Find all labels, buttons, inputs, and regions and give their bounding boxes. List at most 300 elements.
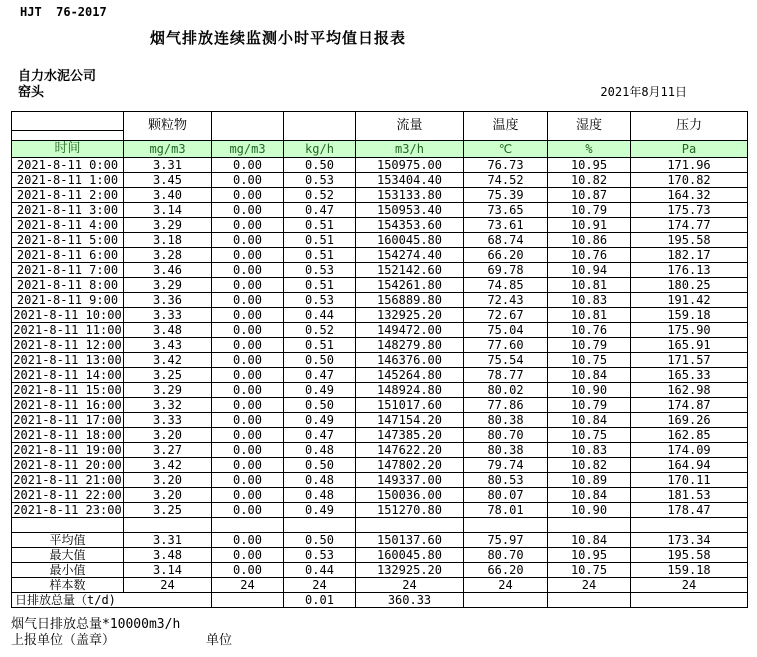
group-header-cell: 压力 xyxy=(631,112,748,141)
value-cell: 146376.00 xyxy=(356,353,464,368)
value-cell: 0.48 xyxy=(284,443,356,458)
value-cell: 169.26 xyxy=(631,413,748,428)
time-cell: 2021-8-11 14:00 xyxy=(13,368,122,382)
time-cell: 2021-8-11 17:00 xyxy=(13,413,122,427)
report-table-body xyxy=(12,112,748,608)
value-cell: 153404.40 xyxy=(356,173,464,188)
table-row xyxy=(12,218,748,233)
value-cell: 180.25 xyxy=(631,278,748,293)
unit-label: 单位 xyxy=(206,633,233,648)
value-cell: 74.85 xyxy=(464,278,548,293)
summary-value-cell: 66.20 xyxy=(464,563,548,578)
summary-value-cell: 10.95 xyxy=(548,548,631,563)
value-cell: 78.01 xyxy=(464,503,548,518)
summary-value-cell: 80.70 xyxy=(464,548,548,563)
value-cell: 3.31 xyxy=(124,158,212,173)
report-unit-label: 上报单位（盖章） xyxy=(11,633,116,648)
value-cell: 0.50 xyxy=(284,158,356,173)
total-value-cell xyxy=(464,593,548,608)
value-cell: 0.51 xyxy=(284,338,356,353)
value-cell: 10.84 xyxy=(548,488,631,503)
summary-value-cell: 150137.60 xyxy=(356,533,464,548)
value-cell: 0.00 xyxy=(212,398,284,413)
value-cell: 10.82 xyxy=(548,458,631,473)
summary-value-cell: 160045.80 xyxy=(356,548,464,563)
value-cell: 178.47 xyxy=(631,503,748,518)
value-cell: 153133.80 xyxy=(356,188,464,203)
value-cell: 154261.80 xyxy=(356,278,464,293)
total-value-cell: 360.33 xyxy=(356,593,464,608)
value-cell: 164.32 xyxy=(631,188,748,203)
summary-value-cell: 24 xyxy=(548,578,631,593)
time-cell: 2021-8-11 18:00 xyxy=(13,428,122,442)
value-cell: 78.77 xyxy=(464,368,548,383)
summary-value-cell: 75.97 xyxy=(464,533,548,548)
value-cell: 77.60 xyxy=(464,338,548,353)
unit-cell: mg/m3 xyxy=(124,141,212,158)
table-row xyxy=(12,353,748,368)
value-cell: 80.53 xyxy=(464,473,548,488)
value-cell: 0.48 xyxy=(284,473,356,488)
value-cell: 0.51 xyxy=(284,233,356,248)
value-cell: 10.75 xyxy=(548,428,631,443)
group-header-cell: 流量 xyxy=(356,112,464,141)
value-cell: 159.18 xyxy=(631,308,748,323)
value-cell: 3.20 xyxy=(124,428,212,443)
value-cell: 10.90 xyxy=(548,383,631,398)
value-cell: 10.76 xyxy=(548,248,631,263)
table-row xyxy=(12,413,748,428)
group-header-cell: 温度 xyxy=(464,112,548,141)
value-cell: 0.50 xyxy=(284,398,356,413)
summary-value-cell: 0.50 xyxy=(284,533,356,548)
value-cell: 0.51 xyxy=(284,248,356,263)
summary-value-cell: 173.34 xyxy=(631,533,748,548)
time-cell: 2021-8-11 5:00 xyxy=(12,233,124,248)
value-cell: 151270.80 xyxy=(356,503,464,518)
summary-row xyxy=(12,533,748,548)
time-cell: 2021-8-11 8:00 xyxy=(12,278,124,293)
value-cell: 148279.80 xyxy=(356,338,464,353)
value-cell: 150975.00 xyxy=(356,158,464,173)
summary-value-cell: 0.00 xyxy=(212,533,284,548)
time-cell: 2021-8-11 19:00 xyxy=(13,443,122,457)
value-cell: 3.18 xyxy=(124,233,212,248)
table-row xyxy=(12,188,748,203)
time-cell: 2021-8-11 22:00 xyxy=(13,488,122,502)
value-cell: 148924.80 xyxy=(356,383,464,398)
spacer-cell xyxy=(12,518,124,533)
value-cell: 3.40 xyxy=(124,188,212,203)
value-cell: 3.29 xyxy=(124,278,212,293)
value-cell: 77.86 xyxy=(464,398,548,413)
value-cell: 170.11 xyxy=(631,473,748,488)
value-cell: 3.46 xyxy=(124,263,212,278)
time-header-split-bottom xyxy=(12,131,124,141)
table-row xyxy=(12,293,748,308)
value-cell: 165.91 xyxy=(631,338,748,353)
value-cell: 171.96 xyxy=(631,158,748,173)
time-cell: 2021-8-11 1:00 xyxy=(12,173,124,188)
value-cell: 3.32 xyxy=(124,398,212,413)
unit-cell: ℃ xyxy=(464,141,548,158)
value-cell: 80.70 xyxy=(464,428,548,443)
time-cell: 2021-8-11 10:00 xyxy=(13,308,122,322)
value-cell: 10.84 xyxy=(548,413,631,428)
value-cell: 0.49 xyxy=(284,503,356,518)
value-cell: 151017.60 xyxy=(356,398,464,413)
table-row xyxy=(12,203,748,218)
time-header-split-top xyxy=(12,112,124,131)
value-cell: 3.29 xyxy=(124,218,212,233)
value-cell: 68.74 xyxy=(464,233,548,248)
summary-value-cell: 24 xyxy=(284,578,356,593)
table-row xyxy=(12,158,748,173)
summary-value-cell: 0.44 xyxy=(284,563,356,578)
time-cell: 2021-8-11 7:00 xyxy=(12,263,124,278)
value-cell: 0.50 xyxy=(284,353,356,368)
report-date: 2021年8月11日 xyxy=(600,85,687,99)
value-cell: 72.43 xyxy=(464,293,548,308)
summary-row xyxy=(12,578,748,593)
table-row xyxy=(12,443,748,458)
value-cell: 0.00 xyxy=(212,473,284,488)
value-cell: 171.57 xyxy=(631,353,748,368)
value-cell: 10.79 xyxy=(548,203,631,218)
value-cell: 170.82 xyxy=(631,173,748,188)
value-cell: 10.87 xyxy=(548,188,631,203)
value-cell: 0.00 xyxy=(212,233,284,248)
value-cell: 75.54 xyxy=(464,353,548,368)
spacer-cell xyxy=(464,518,548,533)
value-cell: 154353.60 xyxy=(356,218,464,233)
value-cell: 3.33 xyxy=(124,308,212,323)
table-row xyxy=(12,233,748,248)
footer-note: 烟气日排放总量*10000m3/h xyxy=(11,617,181,632)
time-cell: 2021-8-11 11:00 xyxy=(13,323,122,337)
value-cell: 0.47 xyxy=(284,428,356,443)
value-cell: 0.47 xyxy=(284,368,356,383)
value-cell: 162.85 xyxy=(631,428,748,443)
value-cell: 195.58 xyxy=(631,233,748,248)
table-row xyxy=(12,278,748,293)
value-cell: 147154.20 xyxy=(356,413,464,428)
value-cell: 79.74 xyxy=(464,458,548,473)
value-cell: 191.42 xyxy=(631,293,748,308)
value-cell: 3.28 xyxy=(124,248,212,263)
summary-value-cell: 0.53 xyxy=(284,548,356,563)
value-cell: 162.98 xyxy=(631,383,748,398)
value-cell: 152142.60 xyxy=(356,263,464,278)
value-cell: 10.81 xyxy=(548,308,631,323)
spacer-cell xyxy=(212,518,284,533)
value-cell: 10.79 xyxy=(548,398,631,413)
value-cell: 3.33 xyxy=(124,413,212,428)
report-table xyxy=(11,111,748,608)
group-header-cell: 湿度 xyxy=(548,112,631,141)
time-cell: 2021-8-11 13:00 xyxy=(13,353,122,367)
unit-cell: mg/m3 xyxy=(212,141,284,158)
footer xyxy=(11,617,757,649)
table-row xyxy=(12,308,748,323)
value-cell: 3.36 xyxy=(124,293,212,308)
spacer-cell xyxy=(356,518,464,533)
table-row xyxy=(12,398,748,413)
value-cell: 0.00 xyxy=(212,203,284,218)
summary-value-cell: 3.14 xyxy=(124,563,212,578)
summary-value-cell: 24 xyxy=(212,578,284,593)
table-row xyxy=(12,473,748,488)
value-cell: 0.00 xyxy=(212,293,284,308)
table-row xyxy=(12,173,748,188)
value-cell: 10.76 xyxy=(548,323,631,338)
value-cell: 3.42 xyxy=(124,458,212,473)
value-cell: 147622.20 xyxy=(356,443,464,458)
value-cell: 3.29 xyxy=(124,383,212,398)
value-cell: 10.82 xyxy=(548,173,631,188)
value-cell: 0.00 xyxy=(212,353,284,368)
value-cell: 0.00 xyxy=(212,413,284,428)
group-header-cell: 颗粒物 xyxy=(124,112,212,141)
value-cell: 72.67 xyxy=(464,308,548,323)
value-cell: 3.20 xyxy=(124,488,212,503)
total-value-cell xyxy=(212,593,284,608)
value-cell: 10.89 xyxy=(548,473,631,488)
time-cell: 2021-8-11 15:00 xyxy=(13,383,122,397)
value-cell: 76.73 xyxy=(464,158,548,173)
summary-value-cell: 132925.20 xyxy=(356,563,464,578)
value-cell: 164.94 xyxy=(631,458,748,473)
value-cell: 150036.00 xyxy=(356,488,464,503)
summary-value-cell: 10.75 xyxy=(548,563,631,578)
unit-cell: Pa xyxy=(631,141,748,158)
value-cell: 165.33 xyxy=(631,368,748,383)
table-row xyxy=(12,428,748,443)
value-cell: 174.77 xyxy=(631,218,748,233)
value-cell: 0.00 xyxy=(212,488,284,503)
value-cell: 156889.80 xyxy=(356,293,464,308)
group-header-cell xyxy=(284,112,356,141)
value-cell: 160045.80 xyxy=(356,233,464,248)
time-cell: 2021-8-11 12:00 xyxy=(13,338,122,352)
value-cell: 10.81 xyxy=(548,278,631,293)
value-cell: 176.13 xyxy=(631,263,748,278)
value-cell: 0.00 xyxy=(212,308,284,323)
value-cell: 0.51 xyxy=(284,278,356,293)
value-cell: 10.83 xyxy=(548,443,631,458)
value-cell: 0.53 xyxy=(284,293,356,308)
value-cell: 3.25 xyxy=(124,503,212,518)
value-cell: 147802.20 xyxy=(356,458,464,473)
unit-cell: kg/h xyxy=(284,141,356,158)
table-row xyxy=(12,248,748,263)
value-cell: 74.52 xyxy=(464,173,548,188)
value-cell: 0.00 xyxy=(212,173,284,188)
time-cell: 2021-8-11 3:00 xyxy=(12,203,124,218)
value-cell: 175.73 xyxy=(631,203,748,218)
value-cell: 10.90 xyxy=(548,503,631,518)
summary-value-cell: 159.18 xyxy=(631,563,748,578)
spacer-cell xyxy=(284,518,356,533)
value-cell: 0.50 xyxy=(284,458,356,473)
time-cell: 2021-8-11 4:00 xyxy=(12,218,124,233)
value-cell: 0.00 xyxy=(212,188,284,203)
time-cell: 2021-8-11 0:00 xyxy=(12,158,124,173)
value-cell: 182.17 xyxy=(631,248,748,263)
value-cell: 3.25 xyxy=(124,368,212,383)
table-row xyxy=(12,503,748,518)
summary-value-cell: 0.00 xyxy=(212,563,284,578)
summary-value-cell: 0.00 xyxy=(212,548,284,563)
summary-label-cell: 最大值 xyxy=(12,548,124,563)
group-header-cell xyxy=(212,112,284,141)
summary-value-cell: 195.58 xyxy=(631,548,748,563)
value-cell: 3.20 xyxy=(124,473,212,488)
value-cell: 3.45 xyxy=(124,173,212,188)
summary-label-cell: 平均值 xyxy=(12,533,124,548)
unit-cell: m3/h xyxy=(356,141,464,158)
table-row xyxy=(12,338,748,353)
summary-value-cell: 24 xyxy=(124,578,212,593)
total-value-cell xyxy=(631,593,748,608)
value-cell: 174.09 xyxy=(631,443,748,458)
group-header-row xyxy=(12,112,748,131)
summary-label-cell: 最小值 xyxy=(12,563,124,578)
value-cell: 0.00 xyxy=(212,248,284,263)
value-cell: 0.00 xyxy=(212,503,284,518)
time-header-cell: 时间 xyxy=(12,141,124,158)
value-cell: 174.87 xyxy=(631,398,748,413)
total-label-cell: 日排放总量（t/d) xyxy=(12,593,212,608)
value-cell: 0.00 xyxy=(212,218,284,233)
summary-row xyxy=(12,563,748,578)
value-cell: 0.00 xyxy=(212,428,284,443)
time-cell: 2021-8-11 9:00 xyxy=(12,293,124,308)
summary-value-cell: 24 xyxy=(356,578,464,593)
spacer-row xyxy=(12,518,748,533)
value-cell: 0.52 xyxy=(284,188,356,203)
summary-value-cell: 3.48 xyxy=(124,548,212,563)
page-title: 烟气排放连续监测小时平均值日报表 xyxy=(150,29,407,47)
value-cell: 73.65 xyxy=(464,203,548,218)
spacer-cell xyxy=(124,518,212,533)
table-row xyxy=(12,383,748,398)
spacer-cell xyxy=(631,518,748,533)
value-cell: 154274.40 xyxy=(356,248,464,263)
value-cell: 80.02 xyxy=(464,383,548,398)
value-cell: 181.53 xyxy=(631,488,748,503)
value-cell: 0.53 xyxy=(284,173,356,188)
value-cell: 0.00 xyxy=(212,263,284,278)
value-cell: 0.53 xyxy=(284,263,356,278)
value-cell: 0.47 xyxy=(284,203,356,218)
value-cell: 3.42 xyxy=(124,353,212,368)
value-cell: 10.91 xyxy=(548,218,631,233)
summary-value-cell: 10.84 xyxy=(548,533,631,548)
value-cell: 75.39 xyxy=(464,188,548,203)
value-cell: 10.94 xyxy=(548,263,631,278)
value-cell: 3.14 xyxy=(124,203,212,218)
spacer-cell xyxy=(548,518,631,533)
time-cell: 2021-8-11 23:00 xyxy=(13,503,122,517)
station-name: 窑头 xyxy=(18,85,45,100)
value-cell: 69.78 xyxy=(464,263,548,278)
value-cell: 149337.00 xyxy=(356,473,464,488)
value-cell: 0.00 xyxy=(212,338,284,353)
value-cell: 0.49 xyxy=(284,413,356,428)
time-cell: 2021-8-11 2:00 xyxy=(12,188,124,203)
value-cell: 3.48 xyxy=(124,323,212,338)
value-cell: 3.43 xyxy=(124,338,212,353)
value-cell: 10.84 xyxy=(548,368,631,383)
value-cell: 150953.40 xyxy=(356,203,464,218)
value-cell: 3.27 xyxy=(124,443,212,458)
value-cell: 0.44 xyxy=(284,308,356,323)
value-cell: 0.00 xyxy=(212,323,284,338)
value-cell: 75.04 xyxy=(464,323,548,338)
report-unit-line xyxy=(11,633,757,649)
value-cell: 0.00 xyxy=(212,458,284,473)
value-cell: 0.51 xyxy=(284,218,356,233)
table-row xyxy=(12,458,748,473)
time-cell: 2021-8-11 21:00 xyxy=(13,473,122,487)
value-cell: 73.61 xyxy=(464,218,548,233)
time-cell: 2021-8-11 16:00 xyxy=(13,398,122,412)
time-cell: 2021-8-11 20:00 xyxy=(13,458,122,472)
value-cell: 10.95 xyxy=(548,158,631,173)
value-cell: 0.48 xyxy=(284,488,356,503)
unit-cell: % xyxy=(548,141,631,158)
doc-standard-code: HJT 76-2017 xyxy=(20,5,107,19)
value-cell: 0.00 xyxy=(212,383,284,398)
value-cell: 132925.20 xyxy=(356,308,464,323)
value-cell: 0.52 xyxy=(284,323,356,338)
summary-label-cell: 样本数 xyxy=(12,578,124,593)
summary-row xyxy=(12,548,748,563)
summary-value-cell: 24 xyxy=(464,578,548,593)
value-cell: 175.90 xyxy=(631,323,748,338)
unit-header-row xyxy=(12,141,748,158)
value-cell: 0.00 xyxy=(212,278,284,293)
value-cell: 0.00 xyxy=(212,368,284,383)
total-value-cell xyxy=(548,593,631,608)
summary-value-cell: 3.31 xyxy=(124,533,212,548)
time-cell: 2021-8-11 6:00 xyxy=(12,248,124,263)
value-cell: 80.38 xyxy=(464,443,548,458)
table-row xyxy=(12,323,748,338)
value-cell: 147385.20 xyxy=(356,428,464,443)
value-cell: 149472.00 xyxy=(356,323,464,338)
value-cell: 0.00 xyxy=(212,158,284,173)
table-row xyxy=(12,488,748,503)
daily-total-row xyxy=(12,593,748,608)
value-cell: 0.49 xyxy=(284,383,356,398)
value-cell: 10.83 xyxy=(548,293,631,308)
summary-value-cell: 24 xyxy=(631,578,748,593)
company-name: 自力水泥公司 xyxy=(18,69,97,84)
value-cell: 80.07 xyxy=(464,488,548,503)
value-cell: 10.75 xyxy=(548,353,631,368)
value-cell: 0.00 xyxy=(212,443,284,458)
table-row xyxy=(12,368,748,383)
table-row xyxy=(12,263,748,278)
value-cell: 10.79 xyxy=(548,338,631,353)
value-cell: 80.38 xyxy=(464,413,548,428)
value-cell: 10.86 xyxy=(548,233,631,248)
station-row xyxy=(18,85,757,100)
total-value-cell: 0.01 xyxy=(284,593,356,608)
value-cell: 66.20 xyxy=(464,248,548,263)
